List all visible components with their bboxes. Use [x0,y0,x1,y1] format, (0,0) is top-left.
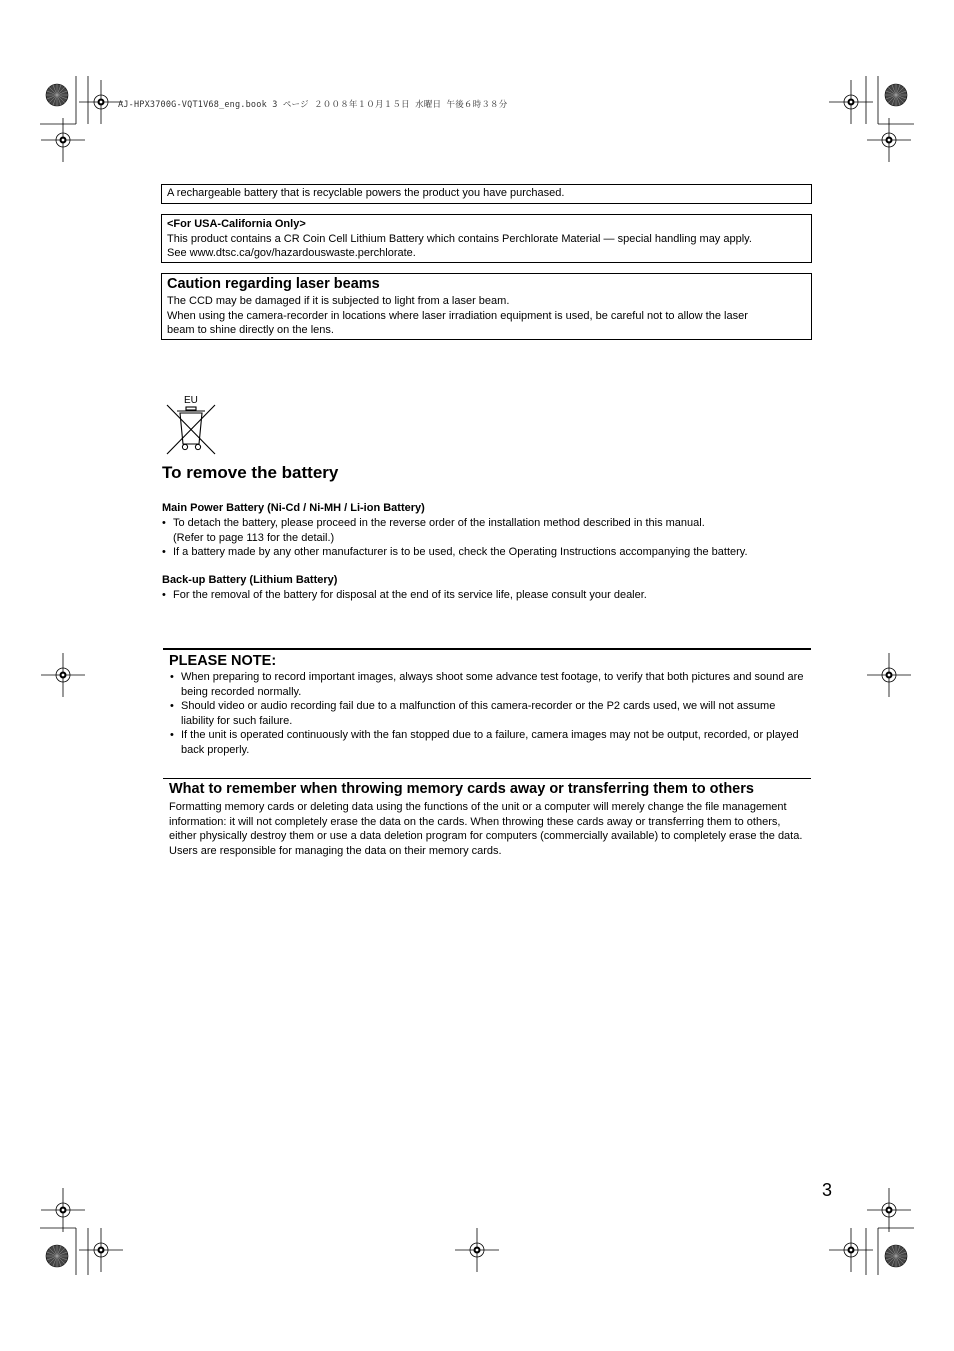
registration-mark-icon [829,80,873,124]
registration-mark-icon [829,1228,873,1272]
recycle-notice-text: A rechargeable battery that is recyclable powers the product you have purchased. [167,187,565,199]
registration-star-icon [885,1245,907,1267]
registration-star-icon [46,1245,68,1267]
laser-caution-line-1: The CCD may be damaged if it is subjected to light from a laser beam. [167,295,510,307]
registration-mark-icon [455,1228,499,1272]
registration-mark-icon [41,118,85,162]
registration-mark-icon [79,1228,123,1272]
laser-caution-heading: Caution regarding laser beams [167,276,380,292]
please-note-list [170,670,810,757]
memory-cards-title: What to remember when throwing memory cards away or transferring them to others [169,781,754,797]
backup-battery-item-1: For the removal of the battery for disposal at the end of its service life, please consult your dealer. [173,589,647,601]
main-battery-item-2: If a battery made by any other manufacturer is to be used, check the Operating Instructions accompanying the battery. [173,546,748,558]
main-battery-item-1: • To detach the battery, please proceed in the reverse order of the installation method described in this manual. [173,517,705,529]
registration-star-icon [46,84,68,106]
main-battery-item-1-ref: (Refer to page 113 for the detail.) [173,531,335,544]
registration-star-icon [885,84,907,106]
please-note-title: PLEASE NOTE: [169,653,277,669]
registration-mark-icon [867,653,911,697]
laser-caution-line-2: When using the camera-recorder in locations where laser irradiation equipment is used, be careful not to allow the laser [167,309,748,322]
eu-label: EU [184,395,198,406]
registration-mark-icon [79,80,123,124]
main-battery-heading: Main Power Battery (Ni-Cd / Ni-MH / Li-ion Battery) [162,502,425,514]
battery-section-title: To remove the battery [162,463,339,482]
list-item: • Should video or audio recording fail due to a malfunction of this camera-recorder or the P2 cards used, we will not assume liability for such failure. [170,699,810,728]
california-line-1: This product contains a CR Coin Cell Lithium Battery which contains Perchlorate Material — special handling may apply. [167,232,752,245]
crossed-out-bin-icon [164,404,218,456]
california-heading: <For USA-California Only> [167,218,306,230]
file-header: AJ-HPX3700G-VQT1V68_eng.book 3 ページ ２００８年１０月１５日 水曜日 午後６時３８分 [118,100,508,110]
registration-mark-icon [867,1188,911,1232]
list-item: • If the unit is operated continuously with the fan stopped due to a failure, camera images may not be output, recorded, or played back properly. [170,728,810,757]
list-item: • When preparing to record important images, always shoot some advance test footage, to verify that both pictures and sound are being recorded normally. [170,670,810,699]
page-number: 3 [822,1180,833,1200]
california-notice-box [161,214,812,263]
recycle-notice-box [161,184,812,204]
main-battery-list [162,516,812,560]
memory-cards-rule [163,778,811,779]
backup-battery-heading: Back-up Battery (Lithium Battery) [162,574,338,586]
registration-mark-icon [41,1188,85,1232]
list-item [162,588,812,603]
list-item [162,516,812,545]
registration-mark-icon [867,118,911,162]
laser-caution-box [161,273,812,340]
laser-caution-line-3: beam to shine directly on the lens. [167,324,334,336]
california-line-2: See www.dtsc.ca/gov/hazardouswaste.perchlorate. [167,247,416,259]
registration-mark-icon [41,653,85,697]
list-item [162,545,812,560]
memory-cards-body: Formatting memory cards or deleting data using the functions of the unit or a computer will merely change the file management information: it will not completely erase the data on the cards. When throwing these cards away or transferring them to others, either physically destroy them or use a data deletion program for computers (commercially available) to completely erase the data. Users are responsible for managing the data on their memory cards. [169,801,803,857]
please-note-rule [163,648,811,650]
backup-battery-list [162,588,812,603]
